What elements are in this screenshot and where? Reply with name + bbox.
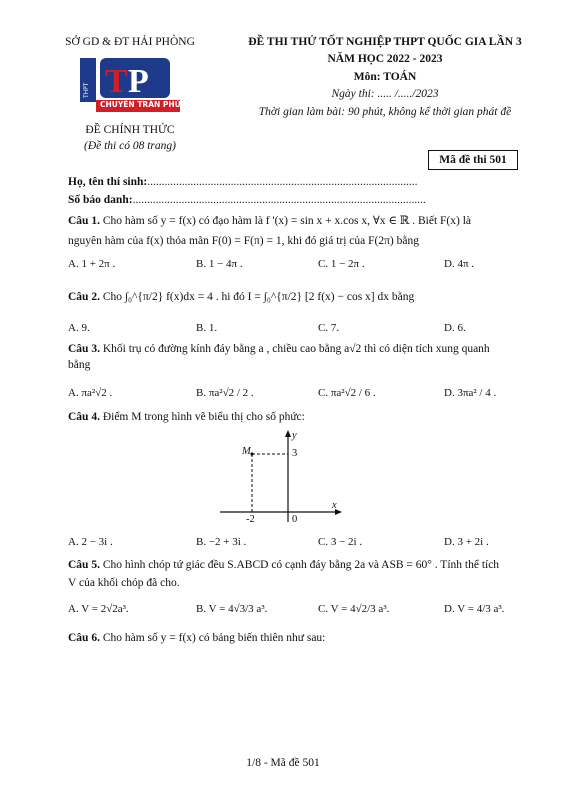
q3-answer-a: A. πa²√2 . [68, 387, 113, 399]
q1-answer-d: D. 4π . [444, 258, 474, 270]
question-2-line [68, 291, 414, 303]
complex-plane-figure [216, 428, 344, 526]
origin-label: 0 [292, 514, 298, 525]
exam-code-box: Mã đề thi 501 [428, 150, 518, 170]
svg-text:THPT: THPT [83, 82, 90, 98]
q1-answer-b: B. 1 − 4π . [196, 258, 243, 270]
exam-title: ĐỀ THI THỬ TỐT NGHIỆP THPT QUỐC GIA LẦN 3 [248, 36, 522, 48]
y-axis-arrow [285, 430, 291, 437]
student-id-label: Số báo danh: [68, 194, 133, 206]
page-count-note: (Đề thi có 08 trang) [84, 140, 176, 152]
q4-answer-a: A. 2 − 3i . [68, 536, 113, 548]
q2-answer-d: D. 6. [444, 322, 466, 334]
q2-answer-a: A. 9. [68, 322, 90, 334]
question-2-label: Câu 2. [68, 291, 100, 303]
y-tick-label: 3 [292, 448, 298, 459]
exam-duration: Thời gian làm bài: 90 phút, không kể thời gian phát đề [258, 106, 512, 118]
question-3-text2: bằng [68, 359, 91, 371]
subject: Môn: TOÁN [353, 71, 417, 83]
q1-answer-c: C. 1 − 2π . [318, 258, 365, 270]
q3-answer-d: D. 3πa² / 4 . [444, 387, 497, 399]
official-label: ĐỀ CHÍNH THỨC [85, 124, 175, 136]
q5-answer-a: A. V = 2√2a³. [68, 603, 129, 615]
page-footer: 1/8 - Mã đề 501 [246, 757, 320, 769]
question-6-line [68, 632, 325, 644]
x-tick-label: -2 [246, 514, 255, 525]
question-1-text1: Cho hàm số y = f(x) có đạo hàm là f '(x) = sin x + x.cos x, ∀x ∈ ℝ . Biết F(x) là [102, 215, 471, 227]
question-3-text1: Khối trụ có đường kính đáy bằng a , chiều cao bằng a√2 thì có diện tích xung quanh [102, 343, 490, 355]
school-logo [78, 56, 182, 116]
question-1-label: Câu 1. [68, 215, 100, 227]
question-5-text1: Cho hình chóp tứ giác đều S.ABCD có cạnh đáy bằng 2a và ASB = 60° . Tính thể tích [102, 559, 500, 571]
q5-answer-b: B. V = 4√3/3 a³. [196, 603, 268, 615]
q3-answer-b: B. πa²√2 / 2 . [196, 387, 254, 399]
q1-answer-a: A. 1 + 2π . [68, 258, 116, 270]
q4-answer-c: C. 3 − 2i . [318, 536, 363, 548]
department-name: SỞ GD & ĐT HẢI PHÒNG [65, 36, 195, 48]
q2-answer-c: C. 7. [318, 322, 340, 334]
q5-answer-d: D. V = 4/3 a³. [444, 603, 505, 615]
exam-date: Ngày thi: ..... /...../2023 [331, 88, 439, 100]
q2-answer-b: B. 1. [196, 322, 218, 334]
question-5-label: Câu 5. [68, 559, 100, 571]
question-2-text: Cho ∫₀^{π/2} f(x)dx = 4 . hi đó I = ∫₀^{π/2} [2 f(x) − cos x] dx bằng [102, 291, 415, 303]
school-year: NĂM HỌC 2022 - 2023 [327, 53, 443, 65]
question-4-text: Điểm M trong hình vẽ biểu thị cho số phức: [102, 411, 305, 423]
q4-answer-d: D. 3 + 2i . [444, 536, 489, 548]
y-axis-label: y [292, 430, 297, 441]
question-6-text: Cho hàm số y = f(x) có bảng biến thiên như sau: [102, 632, 326, 644]
svg-text:P: P [128, 63, 149, 100]
question-1-text2: nguyên hàm của f(x) thỏa mãn F(0) = F(π) = 1, khi đó giá trị của F(2π) bằng [68, 235, 419, 247]
question-5-text2: V của khối chóp đã cho. [68, 577, 180, 589]
question-4-line [68, 411, 305, 423]
student-id-line [68, 194, 426, 206]
svg-text:T: T [105, 63, 128, 100]
student-name-line [68, 176, 418, 188]
question-4-label: Câu 4. [68, 411, 100, 423]
student-name-dots: .............................................................................................. [147, 176, 418, 188]
complex-plane-svg [216, 428, 344, 526]
student-name-label: Họ, tên thí sinh: [68, 176, 148, 188]
point-m-label: M [242, 446, 251, 457]
question-5-line1 [68, 559, 499, 571]
student-id-dots: ...................................................................................................... [132, 194, 426, 206]
q4-answer-b: B. −2 + 3i . [196, 536, 247, 548]
logo-caption: CHUYÊN TRẦN PHÚ [100, 100, 181, 109]
question-3-label: Câu 3. [68, 343, 100, 355]
question-1-line1 [68, 213, 471, 227]
x-axis-label: x [332, 500, 337, 511]
q3-answer-c: C. πa²√2 / 6 . [318, 387, 376, 399]
question-3-line1 [68, 343, 490, 355]
q5-answer-c: C. V = 4√2/3 a³. [318, 603, 390, 615]
question-6-label: Câu 6. [68, 632, 100, 644]
